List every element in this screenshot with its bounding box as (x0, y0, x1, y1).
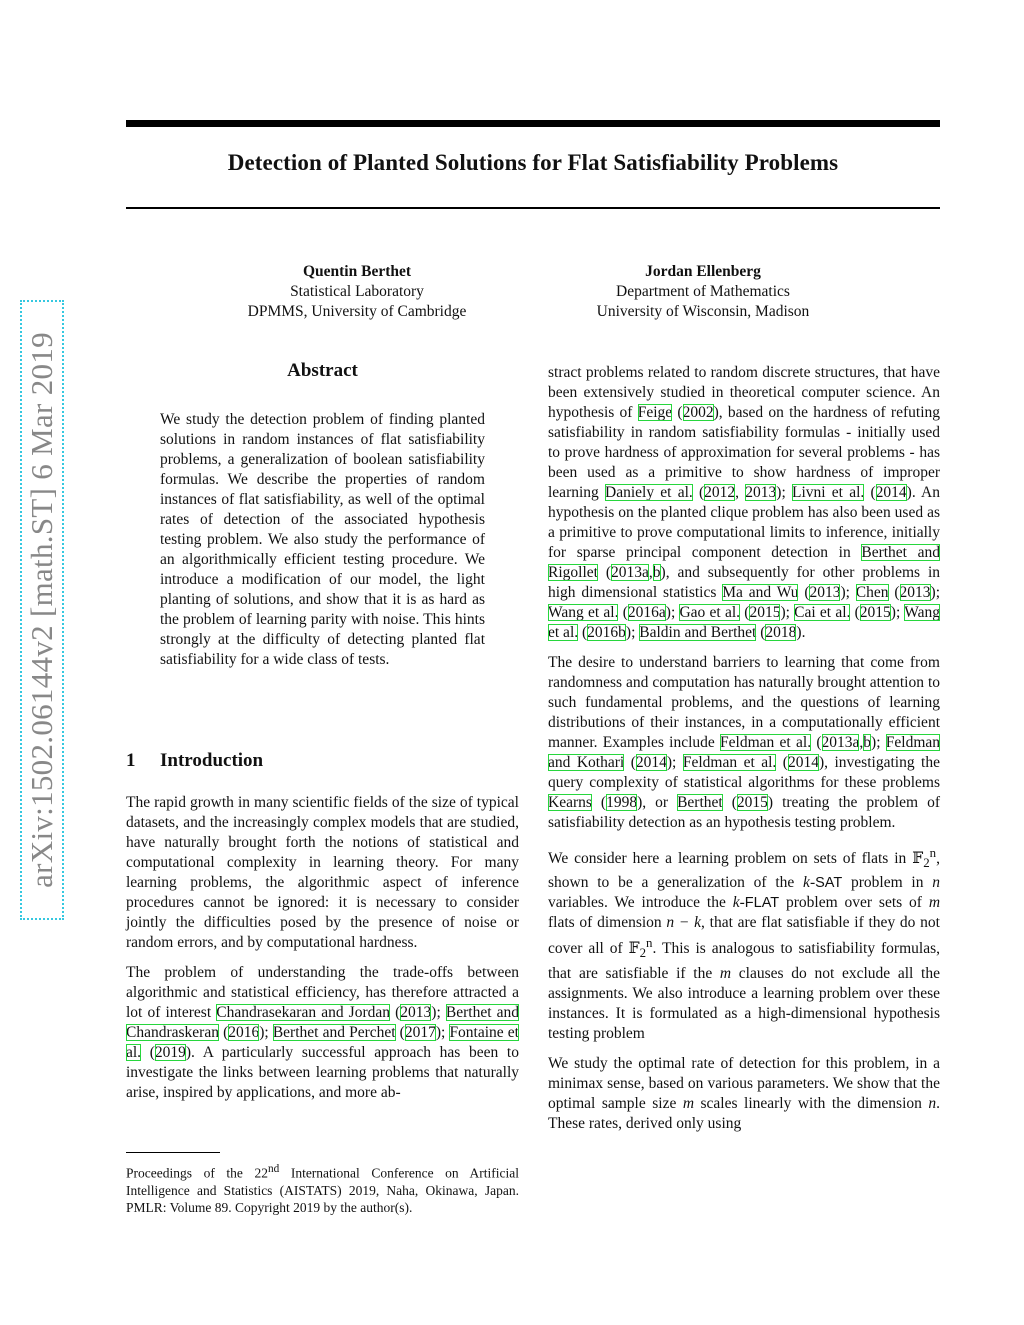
paper-title: Detection of Planted Solutions for Flat Satisfiability Problems (227, 150, 839, 175)
citation-link[interactable]: Cai et al. (794, 604, 851, 621)
author-name: Jordan Ellenberg (645, 263, 761, 280)
intro-paragraph-4 (548, 653, 940, 833)
text-run: ( (740, 604, 750, 621)
intro-left-column (126, 793, 519, 1113)
text-run: , (859, 734, 864, 751)
math-variable: n (928, 1094, 937, 1112)
abstract-heading: Abstract (287, 360, 358, 381)
author-name: Quentin Berthet (302, 263, 412, 280)
intro-paragraph-1: The rapid growth in many scientific fields of the size of typical datasets, and the increasingly complex models that are studied, have naturally brought forth the notions of statistical and computational complexity in learning theory. For many learning problems, the algorithmic aspect of inference procedures cannot be ignored: it is necessary to consider jointly the difficulties posed by the presence of noise or random errors, and by computational hardness. (126, 794, 519, 951)
citation-link[interactable]: Kearns (548, 794, 592, 811)
math-expression: n − k (666, 914, 702, 932)
citation-link[interactable]: Chandrasekaran and Jordan (216, 1004, 391, 1021)
citation-year-link[interactable]: 1998 (606, 794, 638, 811)
text-run: ); (776, 484, 792, 501)
citation-year-link[interactable]: 2017 (404, 1024, 436, 1041)
citation-link[interactable]: Feldman and Kothari (548, 734, 941, 771)
citation-link[interactable]: Wang et al. (548, 604, 940, 641)
citation-year-link[interactable]: 2016 (228, 1024, 260, 1041)
text-run: ); (780, 604, 795, 621)
text-run: ). (796, 624, 806, 641)
citation-year-link[interactable]: 2016a (627, 604, 666, 621)
citation-year-link[interactable]: 2013 (899, 584, 931, 601)
citation-link[interactable]: Ma and Wu (722, 584, 799, 601)
math-variable: m (682, 1094, 695, 1112)
citation-link[interactable]: Berthet and Rigollet (548, 544, 940, 581)
footnote-text: Proceedings of the 22 (126, 1165, 268, 1181)
problem-name: SAT (815, 875, 843, 892)
text-run: ( (618, 604, 628, 621)
citation-link[interactable]: Berthet (677, 794, 723, 811)
intro-paragraph-6 (548, 1054, 940, 1134)
text-run: ( (218, 1024, 229, 1041)
text-run: flats of dimension (548, 914, 667, 932)
citation-year-link[interactable]: b (652, 564, 661, 581)
section-title: Introduction (160, 750, 264, 771)
text-run: ); (666, 754, 683, 771)
text-run: ( (756, 624, 766, 641)
citation-year-link[interactable]: 2015 (749, 604, 781, 621)
text-run: . These rates, derived only using (548, 1094, 940, 1132)
citation-year-link[interactable]: 2014 (875, 484, 907, 501)
text-run: ), and subsequently for other problems in high dimensional statistics (548, 564, 940, 601)
text-run: problem in (842, 874, 933, 892)
text-run: ( (811, 734, 822, 751)
text-run: ( (864, 484, 876, 501)
problem-name: FLAT (744, 895, 780, 912)
text-run: - (809, 874, 816, 892)
math-subscript: 2 (639, 945, 647, 961)
title-top-rule (126, 120, 940, 127)
math-variable: n (932, 874, 940, 892)
text-run: variables. We introduce the (548, 894, 733, 912)
text-run: ); (259, 1024, 273, 1041)
text-run: ( (141, 1044, 155, 1061)
math-variable: m (928, 894, 941, 912)
citation-year-link[interactable]: b (863, 734, 872, 751)
text-run: The desire to understand barriers to learning that come from randomness and computation has naturally brought attention to such fundamental problems, and the questions of learning distributions of their instances, in a computationally efficient manner. Examples include (548, 654, 940, 751)
text-run: ( (578, 624, 588, 641)
footnote (126, 1161, 519, 1216)
math-field-symbol (912, 845, 937, 871)
author-affiliation: Statistical Laboratory (290, 283, 424, 300)
footnote-text: International Conference on Artificial Intelligence and Statistics (AISTATS) 2019, Naha, Okinawa, Japan. PMLR: Volume 89. Copyright 2019 by the author(s). (126, 1165, 519, 1215)
text-run: ( (390, 1004, 401, 1021)
citation-year-link[interactable]: 2013 (745, 484, 777, 501)
citation-link[interactable]: Feldman et al. (682, 754, 777, 771)
citation-link[interactable]: Feldman et al. (720, 734, 812, 751)
right-column (548, 363, 940, 1144)
citation-link[interactable]: Chen (855, 584, 889, 601)
math-subscript: 2 (923, 855, 930, 871)
text-run: We consider here a learning problem on sets of flats in (548, 850, 913, 868)
text-run: The problem of understanding the trade-offs between algorithmic and statistical efficiency, has therefore attracted a lot of interest (126, 964, 519, 1021)
text-run: ( (624, 754, 636, 771)
author-affiliation: DPMMS, University of Cambridge (247, 303, 467, 320)
text-run: ), based on the hardness of refuting satisfiability in random satisfiability formulas - initially used to prove hardness of approximation for several problems - has been used as a primitive to show hardness of improper learning (548, 404, 940, 501)
citation-link[interactable]: Berthet and Perchet (272, 1024, 396, 1041)
citation-year-link[interactable]: 2016b (587, 624, 626, 641)
citation-year-link[interactable]: 2018 (765, 624, 797, 641)
title-bottom-rule (126, 207, 940, 209)
citation-year-link[interactable]: 2015 (736, 794, 768, 811)
section-number: 1 (126, 750, 136, 771)
text-run: ); (431, 1004, 446, 1021)
citation-year-link[interactable]: 2014 (787, 754, 819, 771)
text-run: ); (840, 584, 856, 601)
text-run: ( (776, 754, 788, 771)
text-run: ); (871, 734, 886, 751)
math-glyph: 𝔽 (628, 940, 640, 958)
text-run: , shown to be a generalization of the (548, 850, 940, 892)
citation-link[interactable]: Fontaine et al. (126, 1024, 519, 1061)
text-run: ( (672, 404, 683, 421)
text-run: ). A particularly successful approach has been to investigate the links between learning problems that naturally arise, inspired by applications, and more ab- (126, 1044, 519, 1101)
text-run: ). An hypothesis on the planted clique problem has also been used as a primitive to prove computational limits to inference, initially for sparse principal component detection in (548, 484, 941, 561)
text-run: ); (625, 624, 640, 641)
citation-link[interactable]: Daniely et al. (605, 484, 693, 501)
text-run: ( (692, 484, 705, 501)
section-heading (126, 750, 263, 772)
math-superscript: n (646, 935, 653, 951)
text-run: ( (597, 564, 612, 581)
text-run: ( (722, 794, 737, 811)
citation-link[interactable]: Livni et al. (791, 484, 865, 501)
text-run: We study the optimal rate of detection for this problem, in a minimax sense, based on various parameters. We show that the optimal sample size (548, 1054, 940, 1112)
author-affiliation: Department of Mathematics (616, 283, 790, 300)
author-affiliation: University of Wisconsin, Madison (596, 303, 810, 320)
arxiv-identifier: arXiv:1502.06144v2 [math.ST] 6 Mar 2019 (24, 332, 59, 888)
citation-year-link[interactable]: 2013 (400, 1004, 432, 1021)
text-run: , (735, 484, 746, 501)
text-run: , that are flat satisfiable if they do not cover all of (548, 914, 940, 958)
math-glyph: 𝔽 (912, 850, 924, 868)
text-run: ( (850, 604, 860, 621)
text-run: , (648, 564, 653, 581)
citation-link[interactable]: Gao et al. (679, 604, 741, 621)
intro-paragraph-5 (548, 843, 940, 1044)
citation-link[interactable]: Baldin and Berthet (639, 624, 757, 641)
citation-link[interactable]: Feige (637, 404, 673, 421)
citation-year-link[interactable]: 2002 (682, 404, 714, 421)
text-run: ); (665, 604, 680, 621)
text-run: ), investigating the query complexity of statistical algorithms for these problems (548, 754, 940, 791)
author-block-1 (207, 262, 507, 322)
abstract-text: We study the detection problem of finding planted solutions in random instances of flat satisfiability problems, a generalization of boolean satisfiability formulas. We describe the properties of random instances of flat satisfiability, as well of the optimal rates of detection of the associated hypothesis testing problem. We also study the performance of an algorithmically efficient testing procedure. We introduce a modification of our model, the light planting of solutions, and show that it is as hard as the problem of learning parity with noise. This hints strongly at the difficulty of detecting planted flat satisfiability for a wide class of tests. (160, 411, 485, 668)
author-block-2 (553, 262, 853, 322)
text-run: - (739, 894, 745, 912)
math-variable: k (803, 874, 810, 892)
footnote-rule (126, 1152, 220, 1153)
intro-paragraph-3 (548, 363, 940, 643)
text-run: ( (888, 584, 900, 601)
citation-year-link[interactable]: 2015 (859, 604, 891, 621)
text-run: problem over sets of (779, 894, 929, 912)
text-run: ( (395, 1024, 405, 1041)
citation-year-link[interactable]: 2013a (821, 734, 860, 751)
math-variable: k (732, 894, 740, 912)
intro-paragraph-2 (126, 963, 519, 1103)
text-run: ); (435, 1024, 450, 1041)
text-run: ), or (637, 794, 678, 811)
citation-year-link[interactable]: 2012 (704, 484, 736, 501)
text-run: . This is analogous to satisfiability formulas, that are satisfiable if the (548, 940, 940, 982)
citation-link[interactable]: Berthet and Chandraskeran (126, 1004, 520, 1041)
citation-year-link[interactable]: 2014 (635, 754, 667, 771)
text-run: clauses do not exclude all the assignments. We also introduce a learning problem over these instances. It is formulated as a high-dimensional hypothesis testing problem (548, 964, 940, 1042)
math-superscript: n (929, 845, 937, 860)
math-field-symbol (628, 935, 653, 961)
citation-year-link[interactable]: 2013a (611, 564, 649, 581)
text-run: scales linearly with the dimension (694, 1094, 929, 1112)
text-run: stract problems related to random discrete structures, that have been extensively studied in theoretical computer science. An hypothesis of (548, 364, 940, 421)
text-run: ( (798, 584, 810, 601)
citation-link[interactable]: Wang et al. (548, 604, 619, 621)
math-variable: m (719, 964, 732, 982)
text-run: ); (930, 584, 940, 601)
text-run: ); (890, 604, 905, 621)
text-run: ( (591, 794, 607, 811)
footnote-superscript: nd (267, 1163, 280, 1175)
citation-year-link[interactable]: 2019 (154, 1044, 186, 1061)
arxiv-identifier-box[interactable] (20, 300, 64, 920)
citation-year-link[interactable]: 2013 (809, 584, 841, 601)
text-run: ) treating the problem of satisfiability detection as an hypothesis testing problem. (548, 794, 940, 831)
